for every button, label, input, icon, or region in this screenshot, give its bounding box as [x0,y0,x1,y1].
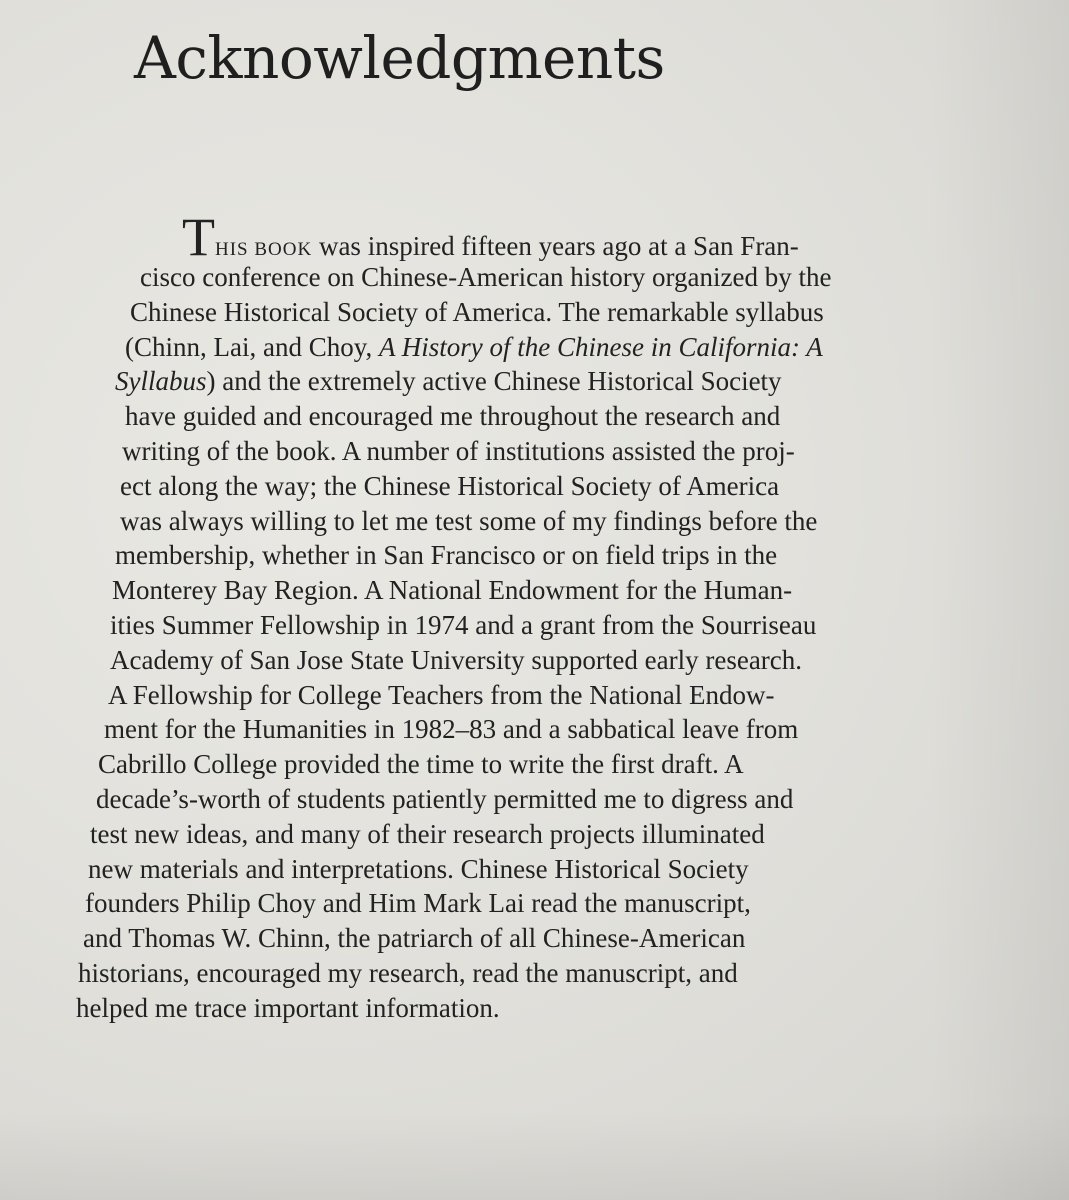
line-text: was inspired fifteen years ago at a San Fran- [312,231,799,261]
text-line [30,399,1040,434]
text-line [30,538,1040,573]
text-line [30,991,1040,1026]
lead-in-small-caps: HIS BOOK [215,239,313,260]
line-text: (Chinn, Lai, and Choy, [125,331,379,362]
book-title-italic: A History of the Chinese in California: A [378,331,823,362]
text-line [30,643,1040,678]
text-line [30,573,1040,608]
text-line [30,678,1040,713]
text-line [30,295,1040,330]
page-title: Acknowledgments [134,24,665,92]
text-line [30,364,1040,399]
text-line [30,712,1040,747]
acknowledgments-paragraph [30,207,1040,1026]
line-text: test new ideas, and many of their research projects illuminated [90,818,765,849]
line-text: Monterey Bay Region. A National Endowment for the Human- [112,575,793,606]
text-line [30,747,1040,782]
line-text: decade’s-worth of students patiently permitted me to digress and [96,783,794,814]
text-line [30,886,1040,921]
line-text: have guided and encouraged me throughout the research and [125,401,781,432]
text-line [30,504,1040,539]
line-text: A Fellowship for College Teachers from the National Endow- [108,679,775,710]
line-text: historians, encouraged my research, read the manuscript, and [78,957,738,988]
text-line [30,469,1040,504]
line-text: ities Summer Fellowship in 1974 and a grant from the Sourriseau [110,609,817,640]
text-line [30,956,1040,991]
line-text: membership, whether in San Francisco or on field trips in the [115,540,778,571]
line-text: new materials and interpretations. Chinese Historical Society [88,853,749,884]
line-text: Chinese Historical Society of America. The remarkable syllabus [130,296,824,327]
text-line [30,817,1040,852]
text-line [30,782,1040,817]
text-line [30,434,1040,469]
text-line [30,330,1040,365]
text-line [30,852,1040,887]
drop-cap: T [182,207,215,267]
line-text: Academy of San Jose State University supported early research. [110,644,803,675]
line-text: was always willing to let me test some of my findings before the [120,505,818,536]
line-text: and Thomas W. Chinn, the patriarch of all Chinese-American [83,923,746,954]
book-title-italic: Syllabus [115,366,207,397]
paper-shadow [0,1110,1069,1200]
text-line [30,260,1040,295]
line-text: Cabrillo College provided the time to write the first draft. A [98,749,744,780]
line-text: founders Philip Choy and Him Mark Lai read the manuscript, [85,888,751,919]
line-text: ment for the Humanities in 1982–83 and a sabbatical leave from [104,714,799,745]
line-text: cisco conference on Chinese-American history organized by the [140,262,832,292]
line-text: ect along the way; the Chinese Historical Society of America [120,470,780,501]
text-line [30,608,1040,643]
line-text: ) and the extremely active Chinese Historical Society [206,366,782,397]
line-text: helped me trace important information. [76,992,500,1023]
text-line [30,921,1040,956]
line-text: writing of the book. A number of institutions assisted the proj- [122,435,795,466]
text-line [30,207,1040,267]
